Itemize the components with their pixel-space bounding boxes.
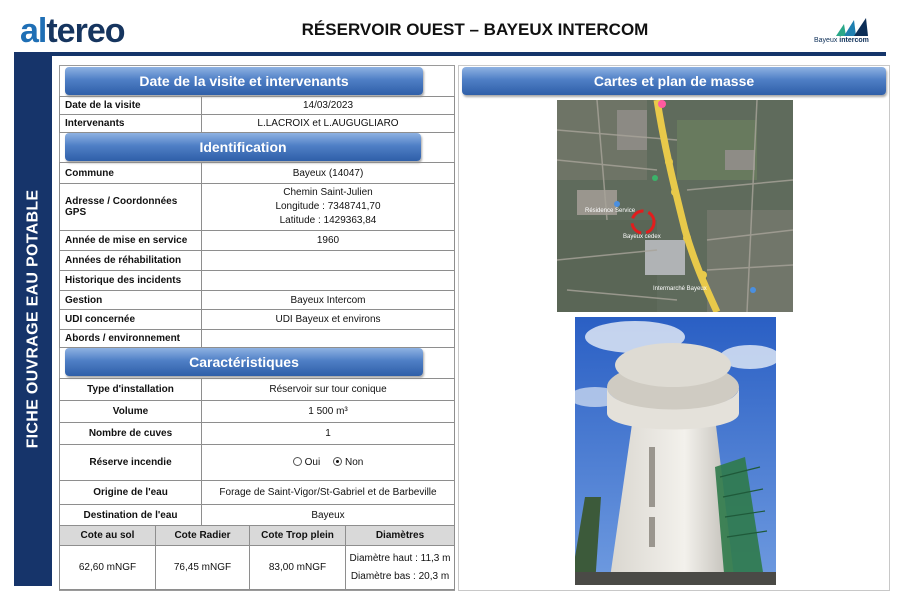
table-row: [60, 445, 455, 481]
rehab-label: Années de réhabilitation: [60, 251, 202, 271]
identification-table: [59, 162, 455, 348]
table-row: [60, 546, 455, 590]
table-row: [60, 401, 455, 423]
satellite-map[interactable]: [557, 100, 793, 312]
install-label: Type d'installation: [60, 379, 202, 401]
diameter-top: Diamètre haut : 11,3 m: [349, 552, 451, 564]
table-row: [60, 115, 455, 133]
table-row: [60, 330, 455, 348]
header-divider: [14, 52, 886, 56]
origin-value: Forage de Saint-Vigor/St-Gabriel et de Barbeville: [202, 481, 455, 505]
address-longitude: Longitude : 7348741,70: [275, 201, 381, 212]
fire-no-label: Non: [344, 457, 364, 468]
table-row: [60, 481, 455, 505]
udi-value: UDI Bayeux et environs: [202, 310, 455, 330]
partner-bars-icon: [832, 18, 872, 36]
udi-label: UDI concernée: [60, 310, 202, 330]
table-row: [60, 271, 455, 291]
commune-value: Bayeux (14047): [202, 163, 455, 184]
level-value: 62,60 mNGF: [60, 546, 156, 590]
tanks-value: 1: [202, 423, 455, 445]
altereo-logo: [20, 12, 125, 51]
partner-name-1: Bayeux: [814, 37, 840, 44]
table-row: [60, 231, 455, 251]
table-row: [60, 423, 455, 445]
water-tower-image: [575, 317, 776, 585]
level-header: Diamètres: [346, 526, 455, 546]
fire-yes-label: Oui: [304, 457, 321, 468]
logo-part1: al: [20, 12, 47, 50]
surroundings-label: Abords / environnement: [60, 330, 202, 348]
level-value: 83,00 mNGF: [250, 546, 346, 590]
visit-people-label: Intervenants: [60, 115, 202, 133]
table-row: [60, 97, 455, 115]
fire-no-radio[interactable]: [333, 457, 342, 466]
tanks-label: Nombre de cuves: [60, 423, 202, 445]
map-label-bayeux: Bayeux cedex: [623, 234, 661, 240]
fire-yes-radio[interactable]: [293, 457, 302, 466]
volume-label: Volume: [60, 401, 202, 423]
partner-name-2: intercom: [839, 37, 869, 44]
level-value: 76,45 mNGF: [156, 546, 250, 590]
level-header: Cote Radier: [156, 526, 250, 546]
origin-label: Origine de l'eau: [60, 481, 202, 505]
visit-date-label: Date de la visite: [60, 97, 202, 115]
table-row: [60, 526, 455, 546]
management-label: Gestion: [60, 291, 202, 310]
characteristics-table: [59, 378, 455, 527]
map-label-residence: Résidence Service: [585, 208, 636, 214]
table-row: [60, 184, 455, 231]
level-header: Cote au sol: [60, 526, 156, 546]
incidents-label: Historique des incidents: [60, 271, 202, 291]
surroundings-value: [202, 330, 455, 348]
table-row: [60, 505, 455, 527]
page-title: RÉSERVOIR OUEST – BAYEUX INTERCOM: [301, 20, 649, 39]
diameter-bottom: Diamètre bas : 20,3 m: [350, 570, 450, 582]
section-maps-header: Cartes et plan de masse: [462, 67, 886, 95]
logo-part2: tereo: [46, 12, 125, 50]
levels-table: [59, 525, 455, 590]
destination-label: Destination de l'eau: [60, 505, 202, 527]
fire-label: Réserve incendie: [60, 445, 202, 481]
commune-label: Commune: [60, 163, 202, 184]
management-value: Bayeux Intercom: [202, 291, 455, 310]
table-row: [60, 163, 455, 184]
table-row: [60, 291, 455, 310]
rehab-value: [202, 251, 455, 271]
map-label-intermarche: Intermarché Bayeux: [653, 286, 707, 292]
install-value: Réservoir sur tour conique: [202, 379, 455, 401]
address-latitude: Latitude : 1429363,84: [279, 215, 377, 226]
side-label: FICHE OUVRAGE EAU POTABLE: [24, 189, 41, 449]
destination-value: Bayeux: [202, 505, 455, 527]
service-year-value: 1960: [202, 231, 455, 251]
level-header: Cote Trop plein: [250, 526, 346, 546]
table-row: [60, 251, 455, 271]
water-tower-photo: [575, 317, 776, 585]
visit-people-value: L.LACROIX et L.AUGUGLIARO: [202, 115, 455, 133]
visit-table: [59, 96, 455, 133]
bayeux-intercom-logo: [814, 18, 878, 48]
address-label: Adresse / Coordonnées GPS: [60, 184, 202, 231]
service-year-label: Année de mise en service: [60, 231, 202, 251]
section-identification-header: Identification: [65, 133, 421, 161]
visit-date-value: 14/03/2023: [202, 97, 455, 115]
section-characteristics-header: Caractéristiques: [65, 348, 423, 376]
volume-value: 1 500 m³: [202, 401, 455, 423]
table-row: [60, 379, 455, 401]
address-line1: Chemin Saint-Julien: [283, 187, 373, 198]
incidents-value: [202, 271, 455, 291]
map-imagery: [557, 100, 793, 312]
table-row: [60, 310, 455, 330]
section-visit-header: Date de la visite et intervenants: [65, 67, 423, 95]
